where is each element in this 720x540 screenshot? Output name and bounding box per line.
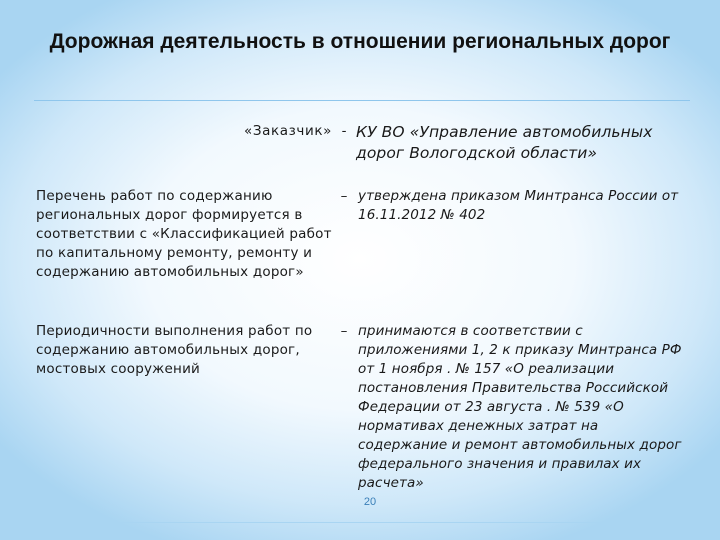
row-label: Перечень работ по содержанию региональных дорог формируется в соответствии с «Классификацией работ по капитальному ремонту, ремонту и содержанию автомобильных дорог» [36,188,332,280]
row-dash: – [340,323,348,339]
row-value: утверждена приказом Минтранса России от 16.11.2012 № 402 [358,188,679,223]
row-value: принимаются в соответствии с приложениями 1, 2 к приказу Минтранса РФ от 1 ноября . № 157 «О реализации постановления Правительства Российской Федерации от 23 августа . № 539 «О нормативах денежных затрат на содержание и ремонт автомобильных дорог федерального значения и правилах их расчета» [358,323,682,491]
row-dash: - [341,123,347,139]
bottom-divider [34,522,690,523]
row-value: КУ ВО «Управление автомобильных дорог Вологодской области» [356,123,653,162]
row-dash: – [340,188,348,204]
page-number: 20 [363,496,377,508]
row-label: «Заказчик» [244,123,332,139]
title-divider [34,100,690,101]
slide-title: Дорожная деятельность в отношении региональных дорог [49,30,671,53]
row-label: Периодичности выполнения работ по содержанию автомобильных дорог, мостовых сооружений [36,323,313,377]
